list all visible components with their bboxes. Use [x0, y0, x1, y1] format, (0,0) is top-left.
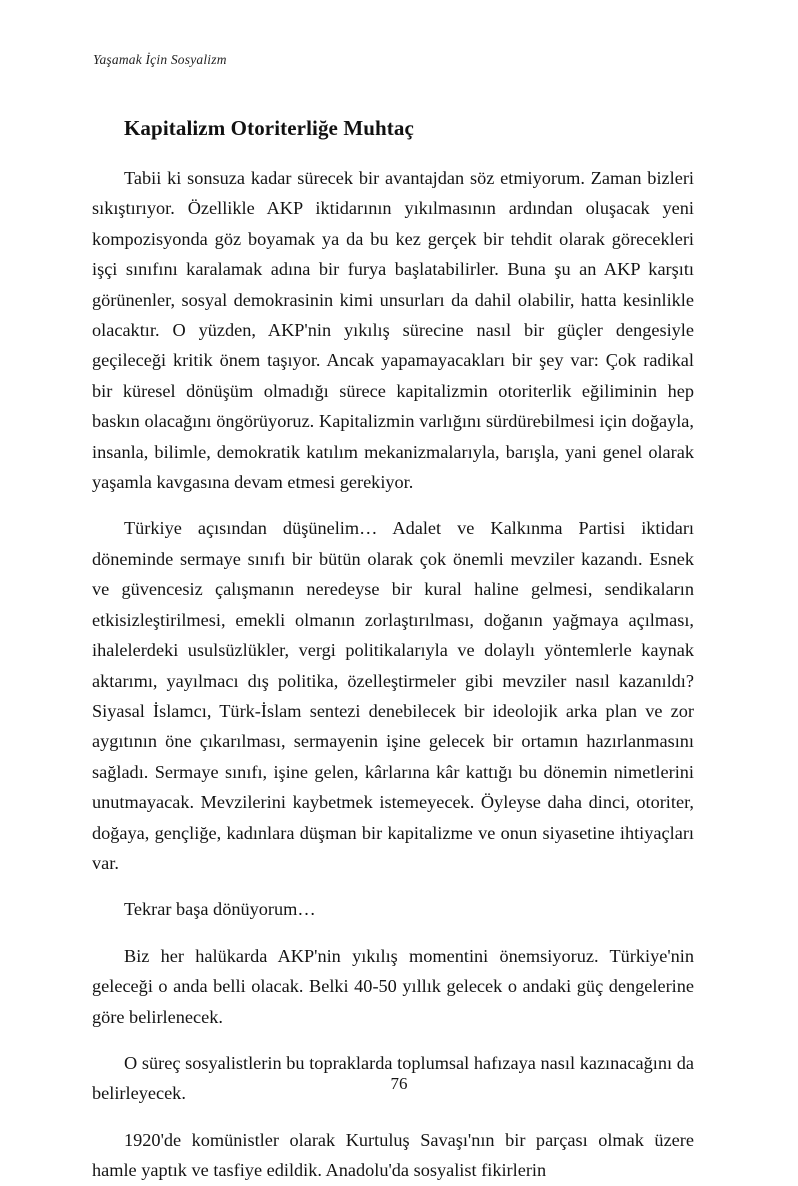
body-paragraph: Biz her halükarda AKP'nin yıkılış momentini önemsiyoruz. Türkiye'nin geleceği o anda belli olacak. Belki 40-50 yıllık gelecek o andaki güç dengelerine göre belirlenecek.: [92, 945, 694, 1027]
body-paragraph: Tekrar başa dönüyorum…: [124, 899, 316, 920]
running-head: Yaşamak İçin Sosyalizm: [93, 52, 227, 67]
body-paragraph: O süreç sosyalistlerin bu topraklarda toplumsal hafızaya nasıl kazınacağını da belirleyecek.: [92, 1052, 694, 1104]
body-paragraph: 1920'de komünistler olarak Kurtuluş Savaşı'nın bir parçası olmak üzere hamle yaptık ve tasfiye edildik. Anadolu'da sosyalist fikirlerin: [92, 1129, 694, 1181]
chapter-title: Kapitalizm Otoriterliğe Muhtaç: [124, 116, 414, 140]
body-paragraph: Türkiye açısından düşünelim… Adalet ve Kalkınma Partisi iktidarı döneminde sermaye sınıfı bir bütün olarak çok önemli mevziler kazandı. Esnek ve güvencesiz çalışmanın neredeyse bir kural haline gelmesi, sendikaların etkisizleştirilmesi, emekli olmanın zorlaştırılması, doğanın yağmaya açılması, ihalelerdeki usulsüzlükler, vergi politikalarıyla ve dolaylı yöntemlerle kaynak aktarımı, yayılmacı dış politika, özelleştirmeler gibi mevziler nasıl kazanıldı? Siyasal İslamcı, Türk-İslam sentezi denebilecek bir ideolojik arka plan ve zor aygıtının öne çıkarılması, sermayenin işine gelecek bir ortamın hazırlanmasını sağladı. Sermaye sınıfı, işine gelen, kârlarına kâr kattığı bu dönemin nimetlerini unutmayacak. Mevzilerini kaybetmek istemeyecek. Öyleyse daha dinci, otoriter, doğaya, gençliğe, kadınlara düşman bir kapitalizme ve onun siyasetine ihtiyaçları var.: [92, 518, 694, 873]
body-paragraph: Tabii ki sonsuza kadar sürecek bir avantajdan söz etmiyorum. Zaman bizleri sıkıştırıyor. Özellikle AKP iktidarının yıkılmasının ardından oluşacak yeni kompozisyonda göz boyamak ya da bu kez gerçek bir tehdit olarak görecekleri işçi sınıfını karalamak adına bir furya başlatabilirler. Buna şu an AKP karşıtı görünenler, sosyal demokrasinin kimi unsurları da dahil olabilir, hatta kesinlikle olacaktır. O yüzden, AKP'nin yıkılış sürecine nasıl bir güçler dengesiyle geçileceği kritik önem taşıyor. Ancak yapamayacakları bir şey var: Çok radikal bir küresel dönüşüm olmadığı sürece kapitalizmin otoriterlik eğiliminin hep baskın olacağını öngörüyoruz. Kapitalizmin varlığını sürdürebilmesi için doğayla, insanla, bilimle, demokratik katılım mekanizmalarıyla, barışla, yani genel olarak yaşamla kavgasına devam etmesi gerekiyor.: [92, 168, 694, 493]
page-number: 76: [390, 1074, 408, 1093]
